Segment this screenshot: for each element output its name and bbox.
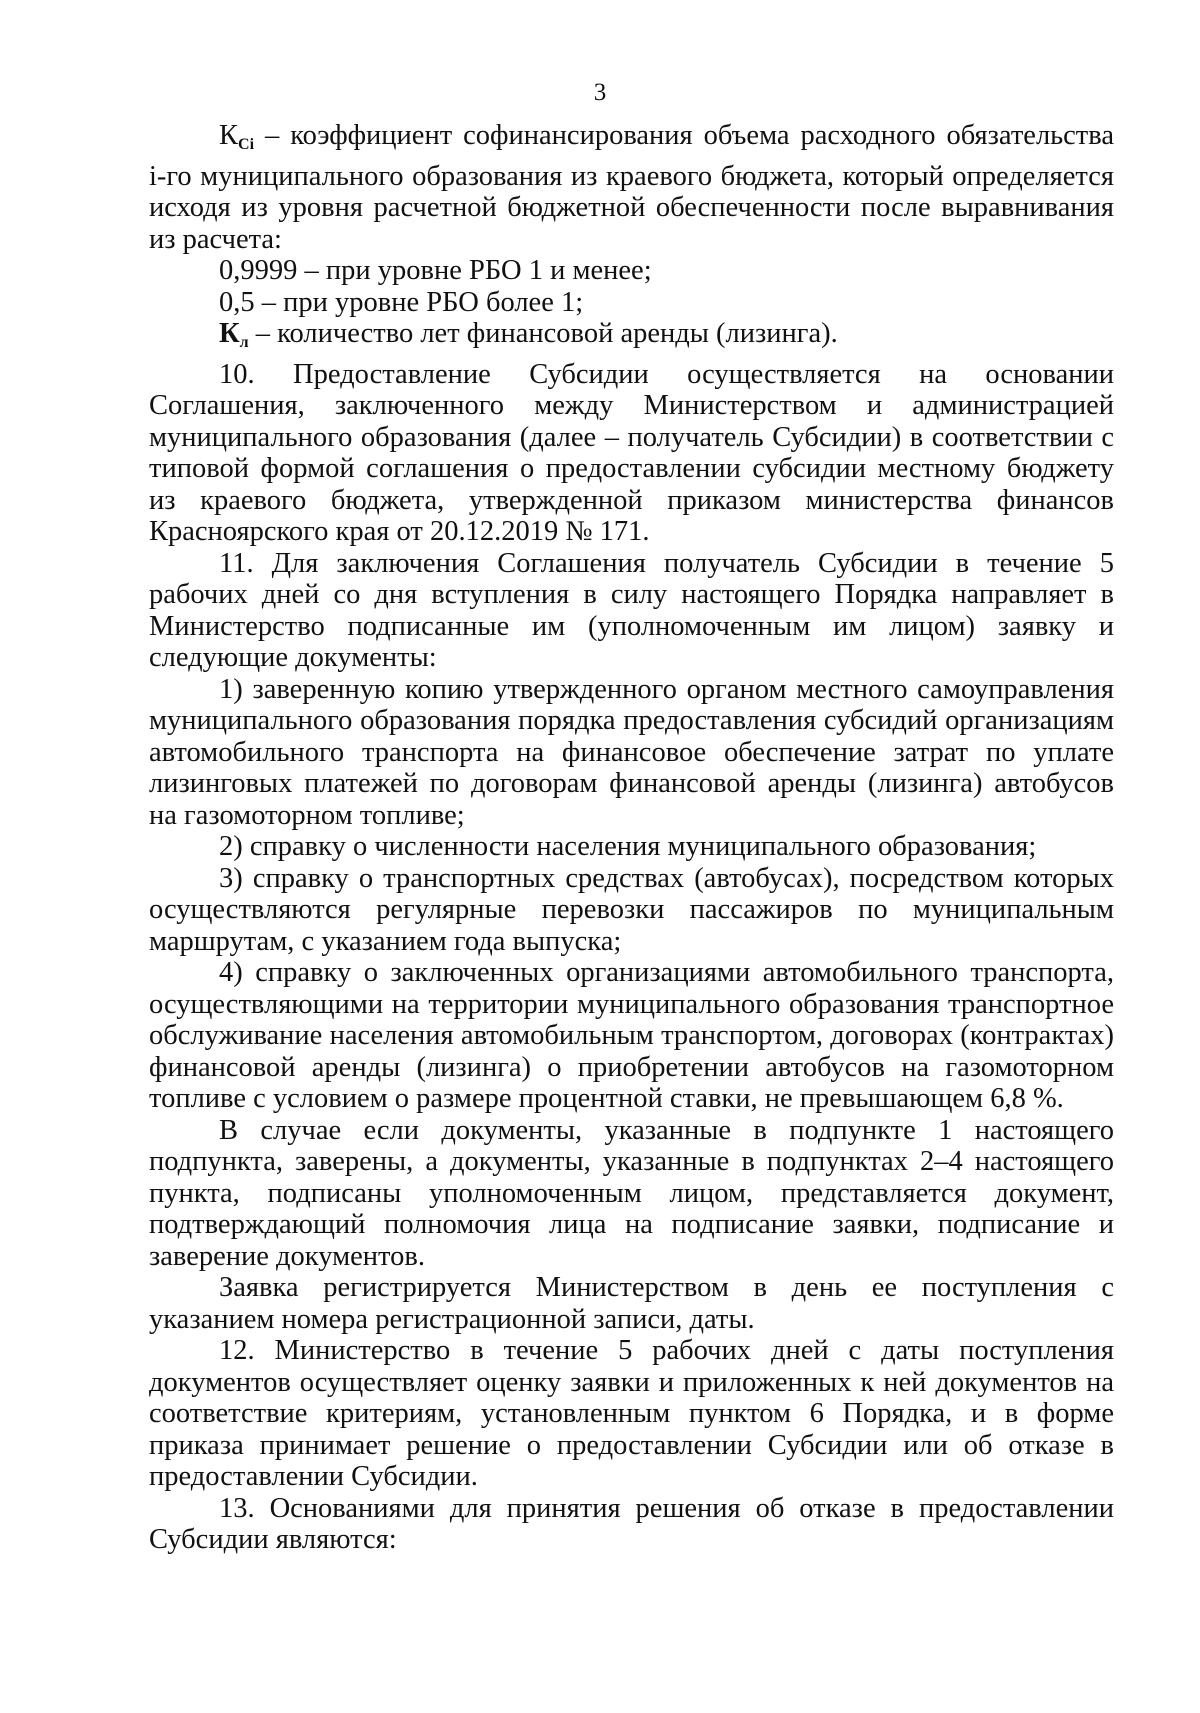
coefficient-symbol: $К_{Ci}$: [219, 120, 255, 153]
coefficient-symbol: $К_л$: [219, 318, 249, 351]
document-body: [149, 120, 1114, 1556]
paragraph-item-13: 13. Основаниями для принятия решения об отказе в предоставлении Субсидии являются:: [149, 1492, 1114, 1555]
paragraph-certification-note: В случае если документы, указанные в подпункте 1 настоящего подпункта, заверены, а документы, указанные в подпунктах 2–4 настоящего пункта, подписаны уполномоченным лицом, представляется документ, подтверждающий полномочия лица на подписание заявки, подписание и заверение документов.: [149, 1114, 1114, 1272]
paragraph-subitem-2: 2) справку о численности населения муниципального образования;: [219, 831, 1037, 862]
paragraph-coefficient-kl: $К_л$ – количество лет финансовой аренды (лизинга).: [219, 318, 838, 351]
paragraph-registration: Заявка регистрируется Министерством в день ее поступления с указанием номера регистрационной записи, даты.: [149, 1272, 1114, 1335]
paragraph-item-12: 12. Министерство в течение 5 рабочих дней с даты поступления документов осуществляет оценку заявки и приложенных к ней документов на соответствие критериям, установленным пунктом 6 Порядка, и в форме приказа принимает решение о предоставлении Субсидии или об отказе в предоставлении Субсидии.: [149, 1335, 1114, 1492]
paragraph-subitem-3: 3) справку о транспортных средствах (автобусах), посредством которых осуществляются регулярные перевозки пассажиров по муниципальным маршрутам, с указанием года выпуска;: [149, 862, 1114, 957]
paragraph-item-10: 10. Предоставление Субсидии осуществляется на основании Соглашения, заключенного между Министерством и администрацией муниципального образования (далее – получатель Субсидии) в соответствии с типовой формой соглашения о предоставлении субсидии местному бюджету из краевого бюджета, утвержденной приказом министерства финансов Красноярского края от 20.12.2019 № 171.: [149, 358, 1114, 547]
paragraph-item-11: 11. Для заключения Соглашения получатель Субсидии в течение 5 рабочих дней со дня вступления в силу настоящего Порядка направляет в Министерство подписанные им (уполномоченным им лицом) заявку и следующие документы:: [149, 547, 1114, 673]
paragraph-value-low: 0,9999 – при уровне РБО 1 и менее;: [219, 255, 652, 286]
page-number: 3: [593, 79, 607, 106]
paragraph-coefficient-kci: $К_{Ci}$ – коэффициент софинансирования объема расходного обязательства i-го муниципального образования из краевого бюджета, который определяется исходя из уровня расчетной бюджетной обеспеченности после выравнивания из расчета:: [149, 120, 1114, 255]
paragraph-value-high: 0,5 – при уровне РБО более 1;: [219, 286, 584, 318]
paragraph-subitem-1: 1) заверенную копию утвержденного органом местного самоуправления муниципального образования порядка предоставления субсидий организациям автомобильного транспорта на финансовое обеспечение затрат по уплате лизинговых платежей по договорам финансовой аренды (лизинга) автобусов на газомоторном топливе;: [149, 673, 1114, 831]
paragraph-subitem-4: 4) справку о заключенных организациями автомобильного транспорта, осуществляющими на территории муниципального образования транспортное обслуживание населения автомобильным транспортом, договорах (контрактах) финансовой аренды (лизинга) о приобретении автобусов на газомоторном топливе с условием о размере процентной ставки, не превышающем 6,8 %.: [149, 957, 1114, 1114]
